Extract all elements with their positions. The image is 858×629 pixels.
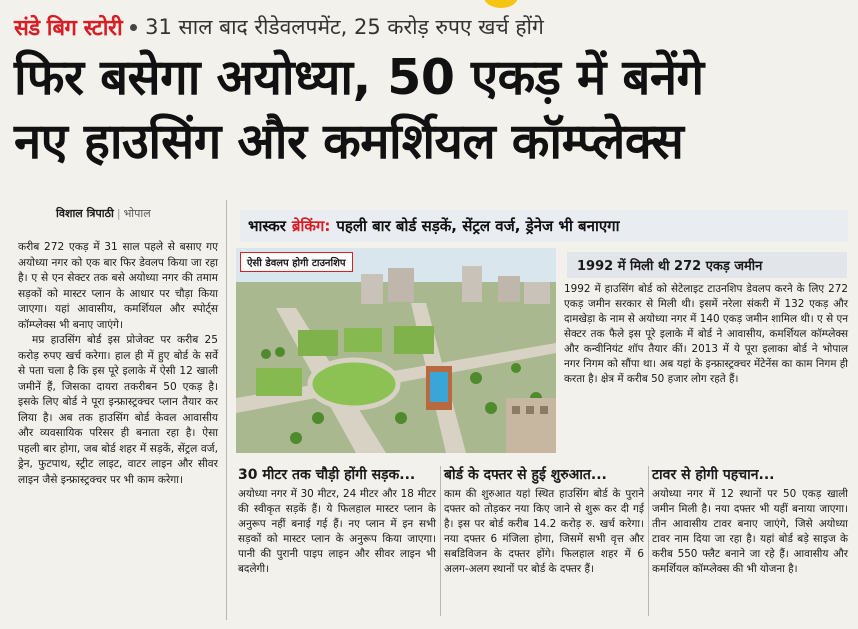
info-box-body: 1992 में हाउसिंग बोर्ड को सेटेलाइट टाउनशिप डेवलप करने के लिए 272 एकड़ जमीन सरकार से मिली थी। इसमें नरेला संकरी में 132 एकड़ और दामखेड़ा के नाम से अयोध्या नगर में 140 एकड़ जमीन शामिल थी। ए से एन सेक्टर तक फैले इस पूरे इलाके में बोर्ड ने आवासीय, कमर्शियल कॉम्प्लेक्स और कन्वीनियंट शॉप तैयार कीं। 2013 में ये पूरा इलाका बोर्ड ने भोपाल नगर निगम को सौंपा था। अब यहां के इन्फ्रास्ट्रक्चर मेंटेनेंस का काम निगम ही करता है। क्षेत्र में करीब 50 हजार लोग रहते हैं।: [564, 283, 848, 385]
left-paragraph-1: करीब 272 एकड़ में 31 साल पहले से बसाए गए अयोध्या नगर को एक बार फिर डेवलप किया जा रहा है। ए से एन सेक्टर तक बसे अयोध्या नगर की तमाम सड़कों को मास्टर प्लान के आधार पर चौड़ा किया जाएगा। यहां आवासीय, कमर्शियल और स्पोर्ट्स कॉम्प्लेक्स भी बनाए जाएंगे।: [18, 241, 218, 331]
township-illustration: [236, 248, 556, 453]
byline-place: भोपाल: [123, 207, 151, 220]
section-office: [444, 466, 644, 577]
section-divider: [440, 466, 441, 616]
headline-line-2: नए हाउसिंग और कमर्शियल कॉम्प्लेक्स: [14, 113, 684, 170]
breaking-text: पहली बार बोर्ड सड़कें, सेंट्रल वर्ज, ड्रेनेज भी बनाएगा: [336, 217, 620, 235]
headline-line-1: फिर बसेगा अयोध्या, 50 एकड़ में बनेंगे: [14, 49, 704, 106]
section-divider: [648, 466, 649, 616]
kicker-text: 31 साल बाद रीडेवलपमेंट, 25 करोड़ रुपए खर्च होंगे: [145, 15, 544, 39]
column-divider: [226, 200, 227, 620]
headline: [14, 46, 850, 174]
section-tower-body: अयोध्या नगर में 12 स्थानों पर 50 एकड़ खाली जमीन मिली है। नया दफ्तर भी यहीं बनाया जाएगा। तीन आवासीय टावर बनाए जाएंगे, जिसे अयोध्या टावर नाम दिया जा रहा है। यहां बोर्ड बड़े साइज के करीब 550 फ्लैट बनाने जा रहे हैं। आवासीय और कमर्शियल कॉम्प्लेक्स की भी योजना है।: [652, 488, 848, 575]
section-roads-title: 30 मीटर तक चौड़ी होंगी सड़क...: [238, 467, 416, 483]
info-box-title: 1992 में मिली थी 272 एकड़ जमीन: [567, 252, 847, 278]
byline: [56, 206, 151, 221]
illustration-label: ऐसी डेवलप होगी टाउनशिप: [240, 252, 353, 272]
breaking-brand: भास्कर: [248, 217, 286, 235]
left-column: [18, 240, 218, 488]
bullet-dot-icon: [130, 24, 137, 31]
section-tower-title: टावर से होगी पहचान...: [652, 467, 775, 483]
section-office-title: बोर्ड के दफ्तर से हुई शुरुआत...: [444, 467, 607, 483]
section-office-body: काम की शुरुआत यहां स्थित हाउसिंग बोर्ड के पुराने दफ्तर को तोड़कर नया किए जाने से शुरू कर दी गई है। इस पर बोर्ड करीब 14.2 करोड़ रु. खर्च करेगा। नया दफ्तर 6 मंजिला होगा, जिसमें सभी वृत्त और सबडिविजन के दफ्तर होंगे। फिलहाल शहर में 6 अलग-अलग स्थानों पर बोर्ड के दफ्तर हैं।: [444, 488, 644, 575]
kicker-line: [14, 10, 544, 44]
breaking-bar: [240, 210, 848, 242]
section-tower: [652, 466, 848, 577]
breaking-brand-highlight: ब्रेकिंग:: [291, 217, 331, 235]
township-rendering-image: [236, 248, 556, 453]
section-roads-body: अयोध्या नगर में 30 मीटर, 24 मीटर और 18 मीटर की स्वीकृत सड़कें हैं। ये फिलहाल मास्टर प्लान के अनुरूप नहीं बनाई गई हैं। नए प्लान में इन सभी सड़कों को मास्टर प्लान के अनुरूप किया जाएगा। पानी की पुरानी पाइप लाइन और सीवर लाइन भी बदलेगी।: [238, 488, 436, 575]
byline-author: विशाल त्रिपाठी: [56, 207, 114, 220]
left-paragraph-2: मप्र हाउसिंग बोर्ड इस प्रोजेक्ट पर करीब 25 करोड़ रुपए खर्च करेगा। हाल ही में हुए बोर्ड के सर्वे से पता चला है कि इस पूरे इलाके में ऐसी 12 खाली जमीनें हैं, जिसका दायरा तकरीबन 50 एकड़ है। इसके लिए बोर्ड ने पूरा इन्फ्रास्ट्रक्चर प्लान तैयार कर लिया है। अब तक हाउसिंग बोर्ड केवल आवासीय और व्यवसायिक परिसर ही बनाता रहा है। ऐसा पहली बार होगा, जब बोर्ड शहर में सड़कें, सेंट्रल वर्ज, ड्रेन, फुटपाथ, स्ट्रीट लाइट, वाटर लाइन और सीवर लाइन जैसे इन्फ्रास्ट्रक्चर पर भी काम करेगा।: [18, 334, 218, 486]
kicker-tag: संडे बिग स्टोरी: [14, 16, 123, 41]
sun-logo-icon: [484, 0, 518, 8]
section-roads: [238, 466, 436, 577]
byline-separator: |: [116, 207, 121, 220]
